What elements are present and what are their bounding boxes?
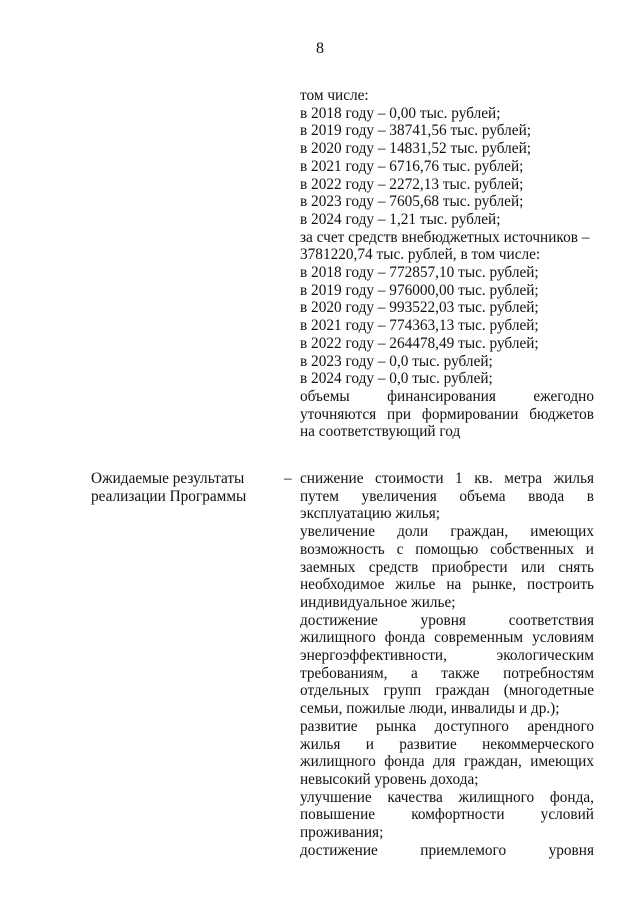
results-line: отдельных групп граждан (многодетные bbox=[300, 682, 594, 700]
results-line: развитие рынка доступного арендного bbox=[300, 717, 594, 735]
page-number: 8 bbox=[316, 40, 324, 57]
funding-line: за счет средств внебюджетных источников – bbox=[300, 228, 590, 246]
results-text-block bbox=[300, 470, 594, 859]
results-line: увеличение доли граждан, имеющих bbox=[300, 523, 594, 541]
funding-line: объемы финансирования ежегодно bbox=[300, 387, 594, 405]
funding-line: в 2018 году – 0,00 тыс. рублей; bbox=[300, 104, 501, 122]
results-line: проживания; bbox=[300, 824, 384, 842]
results-line: достижение приемлемого уровня bbox=[300, 841, 594, 859]
results-line: улучшение качества жилищного фонда, bbox=[300, 788, 594, 806]
results-line: заемных средств приобрести или снять bbox=[300, 558, 594, 576]
results-label-line: Ожидаемые результаты bbox=[91, 470, 245, 487]
results-line: невысокий уровень дохода; bbox=[300, 770, 479, 788]
funding-line: в 2020 году – 14831,52 тыс. рублей; bbox=[300, 140, 532, 158]
results-dash: – bbox=[284, 470, 292, 487]
funding-line: в 2021 году – 774363,13 тыс. рублей; bbox=[300, 317, 539, 335]
funding-line: 3781220,74 тыс. рублей, в том числе: bbox=[300, 246, 541, 264]
results-line: необходимое жилье на рынке, построить bbox=[300, 576, 594, 594]
funding-line: в 2023 году – 7605,68 тыс. рублей; bbox=[300, 193, 524, 211]
results-line: снижение стоимости 1 кв. метра жилья bbox=[300, 470, 594, 487]
results-line: жилищного фонда для граждан, имеющих bbox=[300, 753, 594, 771]
funding-line: в 2023 году – 0,0 тыс. рублей; bbox=[300, 352, 493, 370]
funding-line: в 2020 году – 993522,03 тыс. рублей; bbox=[300, 299, 539, 317]
results-line: жилья и развитие некоммерческого bbox=[300, 735, 594, 753]
funding-line: в 2024 году – 0,0 тыс. рублей; bbox=[300, 370, 493, 388]
funding-line: уточняются при формировании бюджетов bbox=[300, 405, 594, 423]
results-label-line: реализации Программы bbox=[91, 487, 247, 505]
results-label bbox=[91, 470, 291, 505]
results-line: требованиям, а также потребностям bbox=[300, 664, 594, 682]
funding-line: на соответствующий год bbox=[300, 423, 461, 441]
funding-line: в 2019 году – 38741,56 тыс. рублей; bbox=[300, 122, 532, 140]
funding-text-block bbox=[300, 87, 594, 441]
funding-line: в 2019 году – 976000,00 тыс. рублей; bbox=[300, 281, 539, 299]
results-line: повышение комфортности условий bbox=[300, 806, 594, 824]
funding-line: в 2021 году – 6716,76 тыс. рублей; bbox=[300, 157, 524, 175]
funding-line: в 2022 году – 264478,49 тыс. рублей; bbox=[300, 334, 539, 352]
funding-line: в 2018 году – 772857,10 тыс. рублей; bbox=[300, 264, 539, 282]
results-line: достижение уровня соответствия bbox=[300, 611, 594, 629]
results-line: жилищного фонда современным условиям bbox=[300, 629, 594, 647]
funding-line: в 2022 году – 2272,13 тыс. рублей; bbox=[300, 175, 524, 193]
results-line: возможность с помощью собственных и bbox=[300, 540, 594, 558]
results-line: семьи, пожилые люди, инвалиды и др.); bbox=[300, 700, 560, 718]
funding-line: в 2024 году – 1,21 тыс. рублей; bbox=[300, 210, 501, 228]
results-line: эксплуатацию жилья; bbox=[300, 505, 441, 523]
results-line: энергоэффективности, экологическим bbox=[300, 647, 594, 665]
results-line: индивидуальное жилье; bbox=[300, 593, 456, 611]
results-line: путем увеличения объема ввода в bbox=[300, 487, 594, 505]
funding-line: том числе: bbox=[300, 87, 369, 104]
